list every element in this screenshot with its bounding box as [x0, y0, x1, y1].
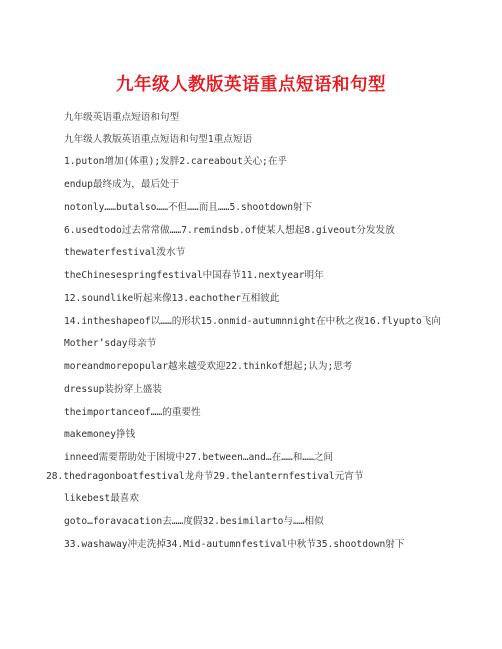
text-line: theChinesespringfestival中国春节11.nextyear明年 [64, 270, 324, 281]
text-line: 28.thedragonboatfestival龙舟节29.thelanternfestival元宵节 [46, 471, 364, 482]
text-line: 九年级英语重点短语和句型 [64, 112, 180, 123]
text-line: 33.washaway冲走洗掉34.Mid-autumnfestival中秋节35.shootdown射下 [64, 539, 405, 550]
text-line: makemoney挣钱 [64, 429, 136, 440]
text-line: Mother’sday母亲节 [64, 338, 157, 349]
document-title: 九年级人教版英语重点短语和句型 [116, 75, 386, 95]
text-line: notonly……butalso……不但……而且……5.shootdown射下 [64, 202, 313, 213]
text-line: inneed需要帮助处于困境中27.between…and…在……和……之间 [64, 452, 334, 463]
text-line: 14.intheshapeof以……的形状15.onmid-autumnnight在中秋之夜16.flyupto飞向 [64, 316, 441, 327]
text-line: 12.soundlike听起来像13.eachother互相彼此 [64, 293, 280, 304]
text-line: goto…foravacation去……度假32.besimilarto与……相似 [64, 516, 324, 527]
text-line: moreandmorepopular越来越受欢迎22.thinkof想起;认为;思考 [64, 361, 353, 372]
text-line: endup最终成为，最后处于 [64, 179, 180, 190]
text-line: theimportanceof……的重要性 [64, 407, 201, 418]
text-line: 1.puton增加(体重);发胖2.careabout关心;在乎 [64, 156, 288, 167]
text-line: thewaterfestival泼水节 [64, 247, 186, 258]
text-line: 九年级人教版英语重点短语和句型1重点短语 [64, 134, 253, 145]
text-line: dressup装扮穿上盛装 [64, 384, 162, 395]
text-line: likebest最喜欢 [64, 493, 139, 504]
text-line: 6.usedtodo过去常常做……7.remindsb.of使某人想起8.giveout分发发放 [64, 225, 395, 236]
